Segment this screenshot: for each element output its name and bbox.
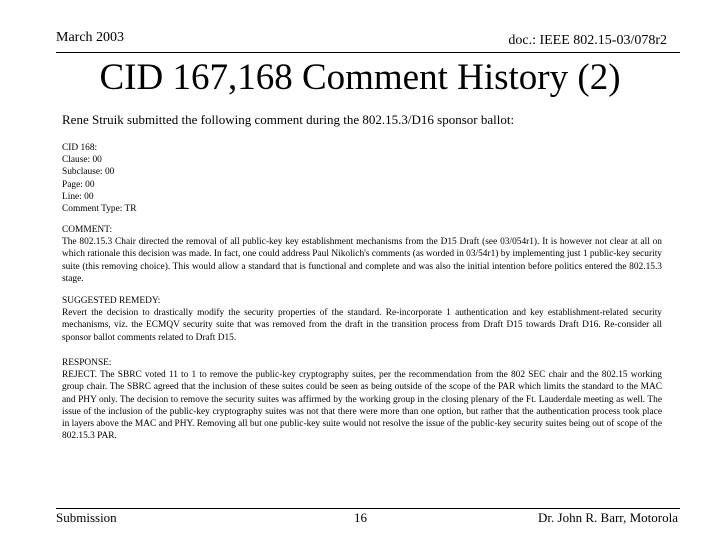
meta-comment-type: Comment Type: TR	[62, 204, 137, 215]
comment-section	[62, 224, 662, 285]
remedy-text: Revert the decision to drastically modify the security properties of the standard. Re-incorporate 1 authentication and key establishment-related security mechanisms, viz. the ECMQV security suite that was removed from the draft in the transition process from Draft D15 towards Draft D16. Re-consider all sponsor ballot comments related to Draft D15.	[62, 308, 662, 343]
page-title: CID 167,168 Comment History (2)	[99, 57, 621, 98]
comment-metadata	[62, 142, 662, 215]
footer-divider	[56, 508, 680, 509]
meta-page: Page: 00	[62, 179, 95, 190]
header-doc-id: doc.: IEEE 802.15-03/078r2	[508, 33, 667, 48]
meta-clause: Clause: 00	[62, 155, 102, 166]
meta-cid: CID 168:	[62, 143, 98, 153]
footer-author: Dr. John R. Barr, Motorola	[538, 510, 678, 525]
footer-page-number: 16	[354, 510, 367, 525]
response-text: REJECT. The SBRC voted 11 to 1 to remove the public-key cryptography suites, per the recommendation from the 802 SEC chair and the 802.15 working group chair. The SBRC agreed that the inclusion of these suites could be seen as being outside of the scope of the PAR which limits the standard to the MAC and PHY only. The decision to remove the security suites was affirmed by the working group in the closing plenary of the Ft. Lauderdale meeting as well. The issue of the inclusion of the public-key cryptography suites was not that there were more than one option, but rather that the authentication process took place in layers above the MAC and PHY. Removing all but one public-key suite would not resolve the issue of the public-key security suites being out of scope of the 802.15.3 PAR.	[62, 370, 662, 442]
comment-text: The 802.15.3 Chair directed the removal of all public-key key establishment mechanisms from the D15 Draft (see 03/054r1). It is however not clear at all on which rationale this decision was made. In fact, one could address Paul Nikolich's comments (as worded in 03/54r1) by implementing just 1 public-key security suite (this removing choice). This would allow a standard that is functional and complete and was also the initial intention before politics entered the 802.15.3 stage.	[62, 237, 662, 284]
remedy-section	[62, 295, 662, 344]
meta-subclause: Subclause: 00	[62, 167, 115, 178]
header-date: March 2003	[56, 30, 125, 45]
intro-text: Rene Struik submitted the following comment during the 802.15.3/D16 sponsor ballot:	[62, 112, 515, 127]
footer-submission: Submission	[56, 510, 117, 525]
comment-heading: COMMENT:	[62, 225, 113, 235]
meta-line: Line: 00	[62, 191, 94, 202]
response-heading: RESPONSE:	[62, 358, 112, 368]
response-section	[62, 357, 662, 442]
header-divider	[56, 52, 680, 53]
remedy-heading: SUGGESTED REMEDY:	[62, 296, 161, 306]
